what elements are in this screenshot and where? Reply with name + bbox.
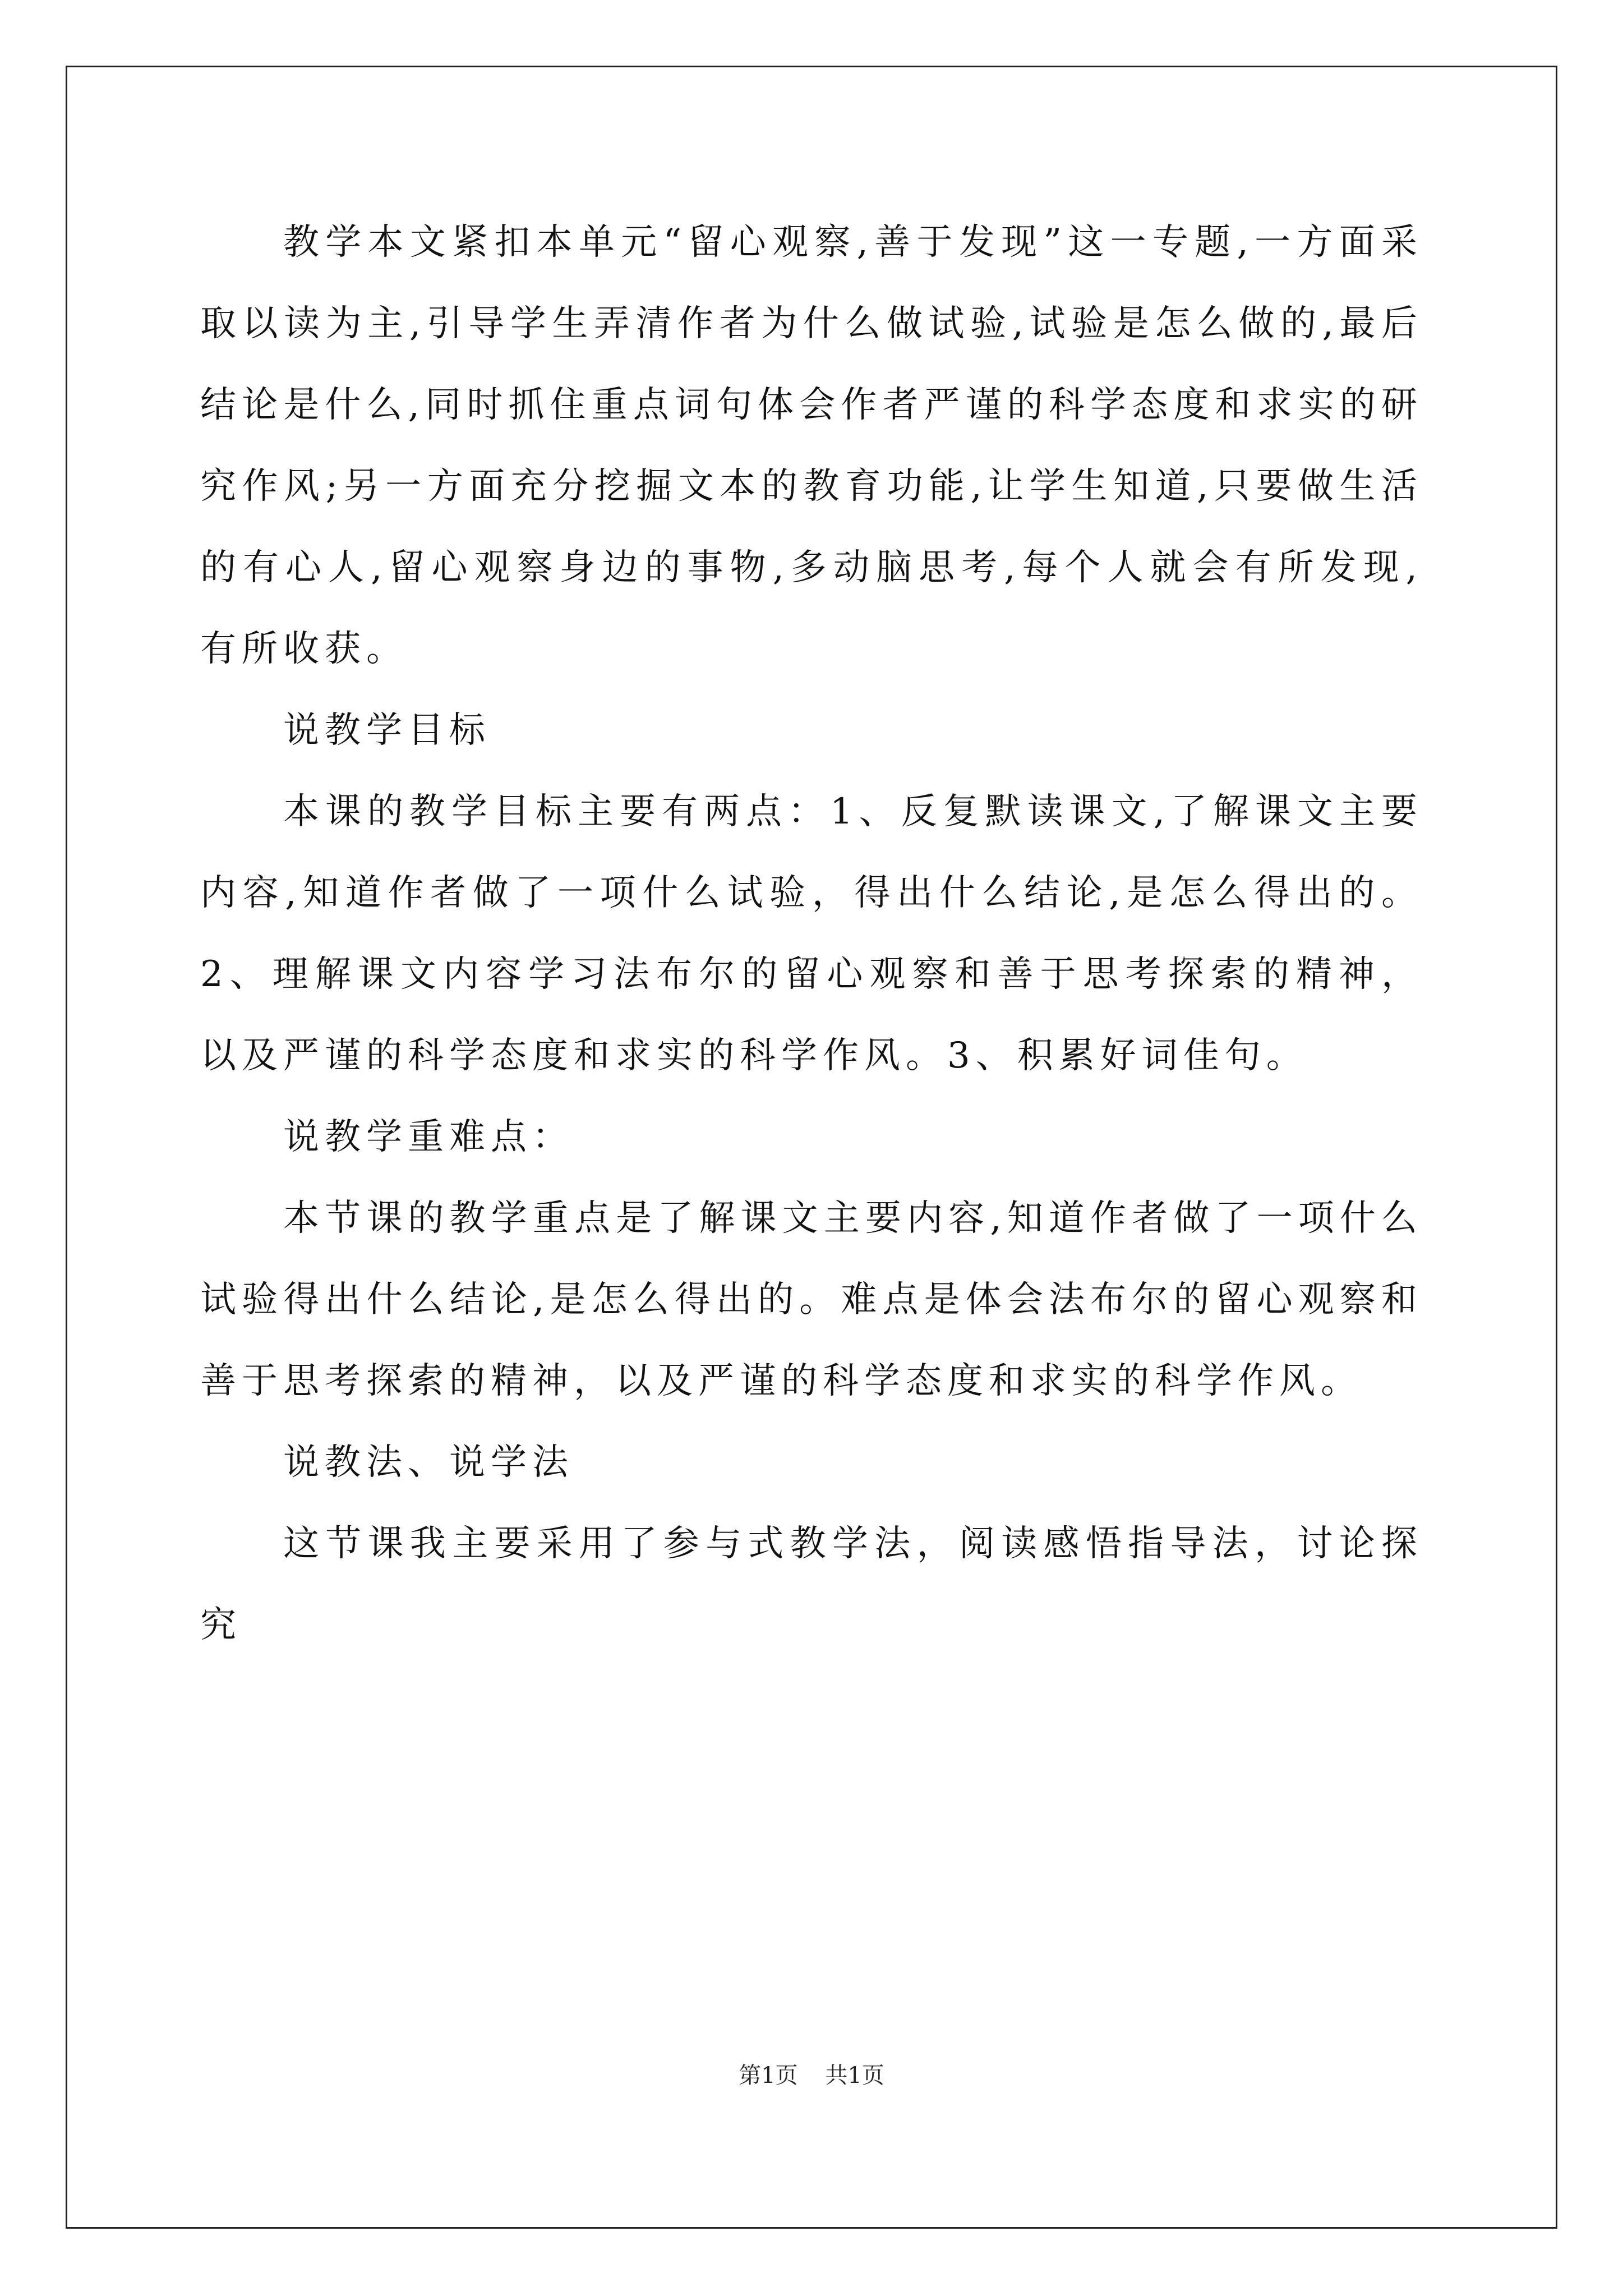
- paragraph-teaching-goals: 本课的教学目标主要有两点：1、反复默读课文,了解课文主要内容,知道作者做了一项什么试验，得出什么结论,是怎么得出的。 2、理解课文内容学习法布尔的留心观察和善于思考探索的精神，以及严谨的科学态度和求实的科学作风。3、积累好词佳句。: [200, 791, 1423, 1076]
- page-total: 共1页: [825, 2063, 884, 2088]
- paragraph-teaching-methods: 这节课我主要采用了参与式教学法，阅读感悟指导法，讨论探究: [200, 1523, 1423, 1646]
- paragraph-intro: 教学本文紧扣本单元“留心观察,善于发现”这一专题,一方面采取以读为主,引导学生弄清作者为什么做试验,试验是怎么做的,最后结论是什么,同时抓住重点词句体会作者严谨的科学态度和求实的研究作风;另一方面充分挖掘文本的教育功能,让学生知道,只要做生活的有心人,留心观察身边的事物,多动脑思考,每个人就会有所发现,有所收获。: [200, 222, 1423, 670]
- heading-teaching-methods: 说教法、说学法: [283, 1442, 574, 1483]
- paragraph-key-difficult-points: 本节课的教学重点是了解课文主要内容,知道作者做了一项什么试验得出什么结论,是怎么得出的。难点是体会法布尔的留心观察和善于思考探索的精神，以及严谨的科学态度和求实的科学作风。: [200, 1198, 1423, 1402]
- heading-teaching-goals: 说教学目标: [283, 710, 491, 751]
- document-body: [200, 202, 1423, 1666]
- page-footer: [0, 2058, 1623, 2090]
- heading-key-difficult-points: 说教学重难点：: [283, 1116, 574, 1158]
- page-number: 第1页: [739, 2063, 798, 2088]
